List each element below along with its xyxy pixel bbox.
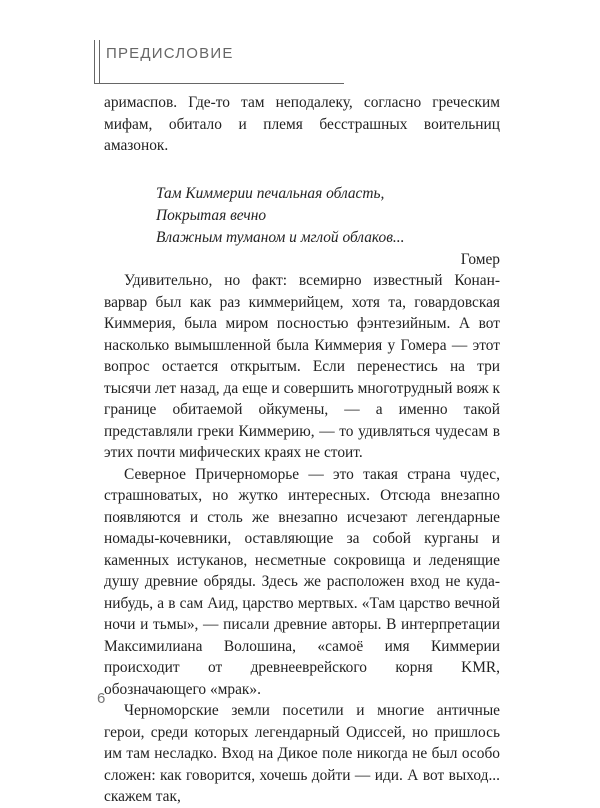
header-rule-inner: [99, 40, 100, 84]
epigraph: [156, 183, 500, 249]
running-head-title: ПРЕДИСЛОВИЕ: [106, 45, 234, 62]
paragraph-conan: Удивительно, но факт: всемирно известный Конан-варвар был как раз киммерийцем, хотя та, говардовская Киммерия, была миром посностью фэнтезийным. А вот насколько вымышленной была Киммерия у Гомера — этот вопрос остается открытым. Если перенестись на три тысячи лет назад, да еще и совершить многотрудный вояж к границе обитаемой ойкумены, — а именно такой представляли греки Киммерию, — то удивляться чудесам в этих почти мифических краях не стоит.: [104, 272, 500, 461]
paragraph-black-sea-wonders: Северное Причерноморье — это такая страна чудес, страшноватых, но жутко интересных. Отсюда внезапно появляются и столь же внезапно исчезают легендарные номады-кочевники, оставляющие за собой курганы и каменных истуканов, несметные сокровища и леденящие душу древние обряды. Здесь же расположен вход не куда-нибудь, а в сам Аид, царство мертвых. «Там царство вечной ночи и тьмы», — писали древние авторы. В интерпретации Максимилиана Волошина, «самоё имя Киммерии происходит от древнееврейского корня KMR, обозначающего «мрак».: [104, 465, 500, 698]
epigraph-line: Там Киммерии печальная область,: [156, 184, 385, 202]
page-number: 6: [97, 690, 106, 707]
header-rule-outer: [94, 40, 95, 84]
epigraph-line: Влажным туманом и мглой облаков...: [156, 228, 405, 246]
opening-paragraph: аримаспов. Где-то там неподалеку, согласно греческим мифам, обитало и племя бесстрашных воительниц амазонок.: [104, 94, 500, 154]
epigraph-author: Гомер: [460, 250, 500, 268]
header-underline: [94, 83, 344, 84]
page-body: [104, 92, 500, 808]
epigraph-line: Покрытая вечно: [156, 206, 267, 224]
paragraph-odysseus: Черноморские земли посетили и многие античные герои, среди которых легендарный Одиссей, но пришлось им там несладко. Вход на Дикое поле никогда не был особо сложен: как говорится, хочешь дойти — иди. А вот выход... скажем так,: [104, 702, 500, 805]
